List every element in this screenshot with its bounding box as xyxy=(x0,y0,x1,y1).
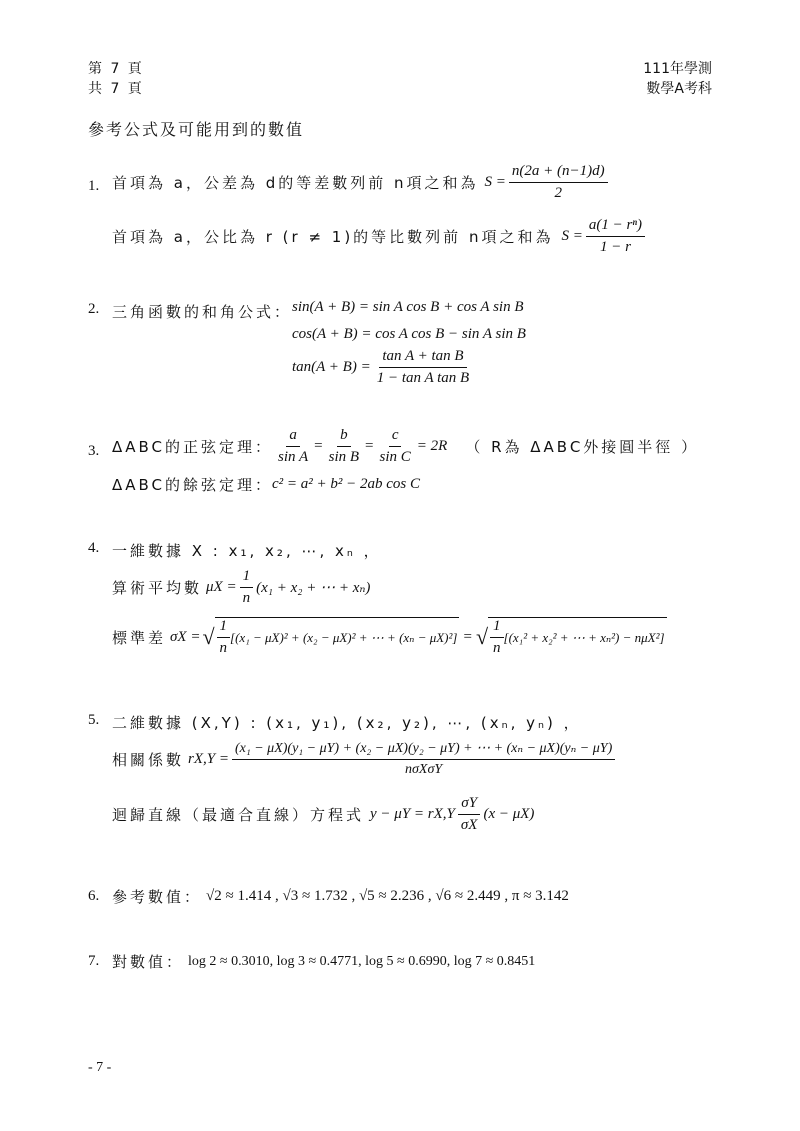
item-5-reg-rhs: (x − μX) xyxy=(483,806,535,822)
item-3-sine-label: ΔABC的正弦定理： xyxy=(112,438,274,456)
item-4-mean-den: n xyxy=(242,590,251,606)
item-4-line1: 一維數據 X : x₁, x₂, ⋯, xₙ ， xyxy=(112,542,382,560)
exam-name: 111年學測 xyxy=(643,61,712,77)
item-5-number: 5. xyxy=(88,712,100,728)
page-indicator: 第 7 頁 xyxy=(88,61,144,77)
item-3-line2 xyxy=(112,474,420,495)
item-3-frac-c xyxy=(377,427,414,466)
item-4-sd-eq: = xyxy=(463,628,472,645)
item-5-corr-num: (x₁ − μX)(y₁ − μY) + (x₂ − μX)(y₂ − μY) + ⋯ + (xₙ − μX)(yₙ − μY) xyxy=(232,740,615,760)
item-2-tan-denominator: 1 − tan A tan B xyxy=(376,370,470,386)
item-1-text2: 首項為 a，公比為 r (r ≠ 1)的等比數列前 n項之和為 xyxy=(112,228,554,246)
item-1-formula2-denominator: 1 − r xyxy=(599,239,631,255)
page-number: - 7 - xyxy=(88,1060,112,1075)
item-1-formula-denominator: 2 xyxy=(554,185,563,201)
item-3-sine-tail: = 2R xyxy=(416,438,448,454)
item-1-formula2-lhs: S = xyxy=(561,228,583,244)
item-3-cosine-formula: c² = a² + b² − 2ab cos C xyxy=(272,476,421,492)
item-1-formula2-fraction xyxy=(586,217,645,256)
item-6-line xyxy=(112,886,569,907)
item-3-cosine-label: ΔABC的餘弦定理： xyxy=(112,476,274,494)
item-4-sd-expr2: [(x₁² + x₂² + ⋯ + xₙ²) − nμX²] xyxy=(503,629,665,645)
item-5-corr-lhs: rX,Y = xyxy=(188,750,229,767)
item-2-formula-sin: sin(A + B) = sin A cos B + cos A sin B xyxy=(292,299,524,315)
item-7-label: 對數值： xyxy=(112,953,185,971)
item-2-tan-numerator: tan A + tan B xyxy=(379,348,466,368)
item-4-mean xyxy=(112,568,370,607)
item-1-text: 首項為 a，公差為 d的等差數列前 n項之和為 xyxy=(112,174,479,192)
item-3-frac-a-num: a xyxy=(286,427,300,447)
item-4-sd: 標準差 σX = √ $\frac{1}{n}$ [(x₁ − μX)² + (x₂ − μX)² + ⋯ + (xₙ − μX)²] = √ $\frac{1}{n}$ [(x₁² + x₂² + ⋯ + xₙ²) − nμX²] xyxy=(112,618,665,656)
item-4-mean-lhs: μX = xyxy=(206,579,237,595)
item-6-label: 參考數值： xyxy=(112,888,203,906)
item-5-reg-fraction xyxy=(458,795,481,834)
item-3-frac-c-den: sin C xyxy=(379,449,411,465)
item-3-number: 3. xyxy=(88,443,100,459)
item-4-sd-num: 1 xyxy=(217,618,231,638)
total-pages-indicator: 共 7 頁 xyxy=(88,81,144,97)
item-6-number: 6. xyxy=(88,888,100,904)
item-3-line1: ΔABC的正弦定理： $\frac{a}{\text{sin A}}$ = $\frac{b}{\text{sin B}}$ = $\frac{c}{\text{sin C}}$ = 2R （ R為 ΔABC外接圓半徑 ） xyxy=(112,427,700,465)
item-3-frac-c-num: c xyxy=(389,427,402,447)
item-3-frac-a-den: sin A xyxy=(278,449,309,465)
item-4-sd-radical2: $\frac{1}{n}$ [(x₁² + x₂² + ⋯ + xₙ²) − nμX²] xyxy=(488,617,667,657)
item-2-tan-lhs: tan(A + B) = xyxy=(292,359,371,375)
item-2-formula-tan xyxy=(292,348,475,387)
item-5-regression xyxy=(112,795,534,834)
item-2-formula-cos: cos(A + B) = cos A cos B − sin A sin B xyxy=(292,326,526,342)
item-5-reg-lhs: y − μY = rX,Y xyxy=(370,806,455,822)
item-4-sd-radical1 xyxy=(215,617,460,657)
item-1-formula-fraction xyxy=(509,163,608,202)
item-7-line xyxy=(112,951,535,972)
subject-name: 數學A考科 xyxy=(646,81,712,97)
item-1-line2 xyxy=(112,217,648,256)
item-5-correlation xyxy=(112,740,618,778)
item-5-reg-label: 迴歸直線（最適合直線）方程式 xyxy=(112,806,365,824)
page-title: 參考公式及可能用到的數值 xyxy=(88,120,305,139)
item-1-line1 xyxy=(112,163,611,202)
item-1-formula2-numerator: a(1 − rⁿ) xyxy=(586,217,645,237)
item-5-corr-fraction xyxy=(232,740,615,778)
item-4-number: 4. xyxy=(88,540,100,556)
item-4-sd-den: n xyxy=(219,640,228,656)
item-2-tan-fraction xyxy=(374,348,473,387)
item-3-frac-b-den: sin B xyxy=(328,449,360,465)
item-2-label: 三角函數的和角公式： xyxy=(112,303,293,321)
item-6-values: √2 ≈ 1.414 , √3 ≈ 1.732 , √5 ≈ 2.236 , √6 ≈ 2.449 , π ≈ 3.142 xyxy=(206,888,569,904)
item-4-mean-label: 算術平均數 xyxy=(112,579,203,597)
item-1-number: 1. xyxy=(88,178,100,194)
item-3-frac-b xyxy=(326,427,362,466)
item-4-sd-lhs: σX = xyxy=(170,628,201,645)
item-3-frac-b-num: b xyxy=(337,427,351,447)
item-5-line1: 二維數據 (X,Y) : (x₁, y₁), (x₂, y₂), ⋯, (xₙ, yₙ) ， xyxy=(112,714,582,732)
item-3-note: （ R為 ΔABC外接圓半徑 ） xyxy=(465,438,700,456)
item-4-sd-label: 標準差 xyxy=(112,628,167,647)
item-4-mean-num: 1 xyxy=(240,568,254,588)
item-7-number: 7. xyxy=(88,953,100,969)
item-5-corr-den: nσXσY xyxy=(405,762,443,777)
item-1-formula-numerator: n(2a + (n−1)d) xyxy=(509,163,608,183)
item-4-mean-rhs: (x₁ + x₂ + ⋯ + xₙ) xyxy=(256,580,371,596)
item-5-corr-label: 相關係數 xyxy=(112,750,185,769)
item-3-frac-a xyxy=(275,427,311,466)
item-7-values: log 2 ≈ 0.3010, log 3 ≈ 0.4771, log 5 ≈ 0.6990, log 7 ≈ 0.8451 xyxy=(188,953,536,969)
item-2-number: 2. xyxy=(88,301,100,317)
item-1-formula-lhs: S = xyxy=(484,174,506,190)
item-4-mean-fraction xyxy=(240,568,254,607)
item-5-reg-num: σY xyxy=(458,795,480,815)
item-4-sd-expr1: [(x₁ − μX)² + (x₂ − μX)² + ⋯ + (xₙ − μX)²] xyxy=(230,629,458,645)
item-5-reg-den: σX xyxy=(460,817,478,833)
